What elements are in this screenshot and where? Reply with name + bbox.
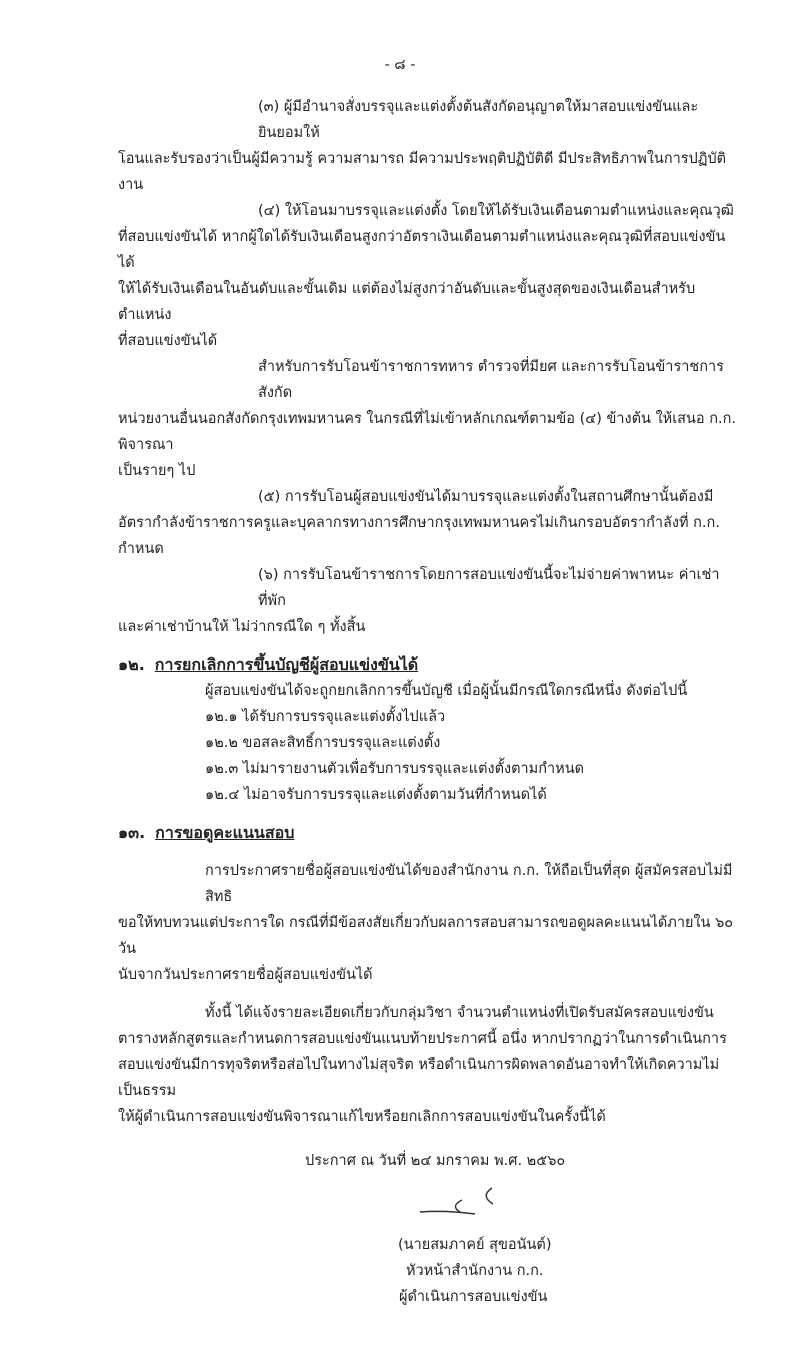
paragraph-line: ที่สอบแข่งขันได้ หากผู้ใดได้รับเงินเดือนสูงกว่าอัตราเงินเดือนตามตำแหน่งและคุณวุฒิที่สอบแข่งขันได้ — [118, 229, 726, 271]
signature-mark — [400, 1182, 500, 1222]
paragraph-line: ตารางหลักสูตรและกำหนดการสอบแข่งขันแนบท้ายประกาศนี้ อนึ่ง หากปรากฏว่าในการดำเนินการ — [118, 1031, 727, 1047]
paragraph-line: สอบแข่งขันมีการทุจริตหรือส่อไปในทางไม่สุจริต หรือดำเนินการผิดพลาดอันอาจทำให้เกิดความไม่เป็นธรรม — [118, 1057, 720, 1099]
signature-block — [398, 1232, 740, 1310]
paragraph-line: ให้ผู้ดำเนินการสอบแข่งขันพิจารณาแก้ไขหรือยกเลิกการสอบแข่งขันในครั้งนี้ได้ — [118, 1109, 606, 1125]
section-13-heading — [118, 820, 740, 846]
section-12-heading — [118, 652, 740, 678]
spacer — [118, 988, 740, 1000]
page-number: - ๘ - — [384, 57, 416, 73]
section-13-title: การขอดูคะแนนสอบ — [155, 823, 295, 842]
list-item: ๑๒.๓ ไม่มารายงานตัวเพื่อรับการบรรจุและแต่งตั้งตามกำหนด — [205, 761, 585, 777]
paragraph-line: (๓) ผู้มีอำนาจสั่งบรรจุและแต่งตั้งต้นสังกัดอนุญาตให้มาสอบแข่งขันและยินยอมให้ — [258, 99, 699, 141]
spacer — [118, 1222, 740, 1232]
paragraph-line: สำหรับการรับโอนข้าราชการทหาร ตำรวจที่มียศ และการรับโอนข้าราชการสังกัด — [258, 359, 724, 401]
paragraph-line: โอนและรับรองว่าเป็นผู้มีความรู้ ความสามารถ มีความประพฤติปฏิบัติดี มีประสิทธิภาพในการปฏิบัติงาน — [118, 151, 727, 193]
paragraph-line: อัตรากำลังข้าราชการครูและบุคลากรทางการศึกษากรุงเทพมหานครไม่เกินกรอบอัตรากำลังที่ ก.ก. กำหนด — [118, 515, 720, 557]
paragraph-line: การประกาศรายชื่อผู้สอบแข่งขันได้ของสำนักงาน ก.ก. ให้ถือเป็นที่สุด ผู้สมัครสอบไม่มีสิทธิ — [205, 863, 733, 905]
signatory-title: หัวหน้าสำนักงาน ก.ก. — [406, 1263, 544, 1279]
list-item: ๑๒.๑ ได้รับการบรรจุและแต่งตั้งไปแล้ว — [205, 709, 446, 725]
paragraph-line: (๔) ให้โอนมาบรรจุและแต่งตั้ง โดยให้ได้รับเงินเดือนตามตำแหน่งและคุณวุฒิ — [258, 203, 734, 219]
announcement-date: ประกาศ ณ วันที่ ๒๔ มกราคม พ.ศ. ๒๕๖๐ — [305, 1153, 566, 1169]
section-13-number: ๑๓. — [118, 823, 146, 842]
paragraph-line: ที่สอบแข่งขันได้ — [118, 333, 218, 349]
section-12-intro: ผู้สอบแข่งขันได้จะถูกยกเลิกการขึ้นบัญชี เมื่อผู้นั้นมีกรณีใดกรณีหนึ่ง ดังต่อไปนี้ — [205, 683, 688, 699]
paragraph-line: นับจากวันประกาศรายชื่อผู้สอบแข่งขันได้ — [118, 967, 373, 983]
paragraph-line: หน่วยงานอื่นนอกสังกัดกรุงเทพมหานคร ในกรณีที่ไม่เข้าหลักเกณฑ์ตามข้อ (๔) ข้างต้น ให้เสนอ ก.ก. พิจารณา — [118, 411, 737, 453]
paragraph-line: เป็นรายๆ ไป — [118, 463, 196, 479]
spacer — [118, 846, 740, 858]
list-item: ๑๒.๒ ขอสละสิทธิ์การบรรจุและแต่งตั้ง — [205, 735, 441, 751]
paragraph-line: ทั้งนี้ ได้แจ้งรายละเอียดเกี่ยวกับกลุ่มวิชา จำนวนตำแหน่งที่เปิดรับสมัครสอบแข่งขัน — [205, 1005, 714, 1021]
paragraph-line: ขอให้ทบทวนแต่ประการใด กรณีที่มีข้อสงสัยเกี่ยวกับผลการสอบสามารถขอดูผลคะแนนได้ภายใน ๖๐ วัน — [118, 915, 734, 957]
spacer — [118, 808, 740, 820]
paragraph-line: ให้ได้รับเงินเดือนในอันดับและขั้นเดิม แต่ต้องไม่สูงกว่าอันดับและขั้นสูงสุดของเงินเดือนสำหรับตำแหน่ง — [118, 281, 696, 323]
paragraph-line: (๕) การรับโอนผู้สอบแข่งขันได้มาบรรจุและแต่งตั้งในสถานศึกษานั้นต้องมี — [258, 489, 714, 505]
list-item: ๑๒.๔ ไม่อาจรับการบรรจุและแต่งตั้งตามวันที่กำหนดได้ — [205, 787, 547, 803]
paragraph-line: (๖) การรับโอนข้าราชการโดยการสอบแข่งขันนี้จะไม่จ่ายค่าพาหนะ ค่าเช่าที่พัก — [258, 567, 720, 609]
paragraph-line: และค่าเช่าบ้านให้ ไม่ว่ากรณีใด ๆ ทั้งสิ้น — [118, 619, 366, 635]
section-12-number: ๑๒. — [118, 655, 145, 674]
signatory-name: (นายสมภาคย์ สุขอนันต์) — [398, 1237, 552, 1253]
spacer — [118, 640, 740, 652]
section-12-title: การยกเลิกการขึ้นบัญชีผู้สอบแข่งขันได้ — [154, 655, 419, 674]
signatory-role: ผู้ดำเนินการสอบแข่งขัน — [399, 1289, 548, 1305]
